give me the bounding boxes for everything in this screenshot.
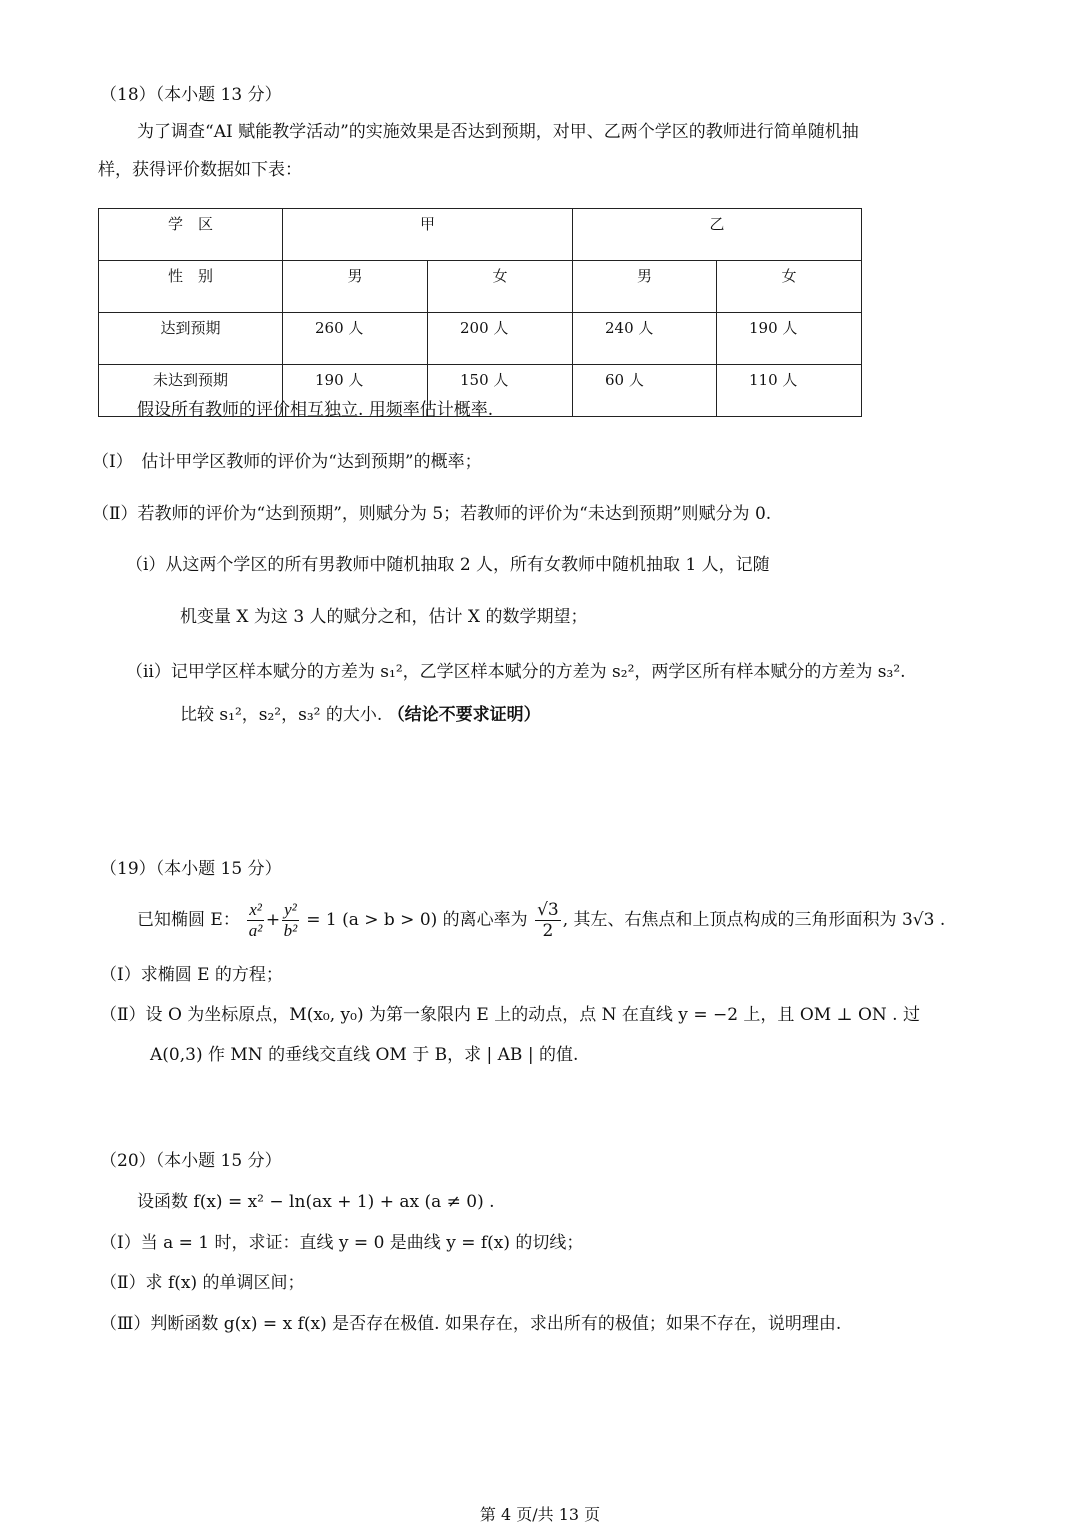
table-cell: 学 区 (99, 209, 283, 261)
numerator: √3 (537, 900, 559, 920)
q19-intro (137, 898, 945, 942)
table-row (99, 313, 862, 365)
table-row (99, 209, 862, 261)
table-cell: 性 别 (99, 261, 283, 313)
q18-intro: 为了调查“AI 赋能教学活动”的实施效果是否达到预期，对甲、乙两个学区的教师进行简单随机抽 (137, 122, 859, 142)
q18-part2i-cont: 机变量 X 为这 3 人的赋分之和，估计 X 的数学期望； (180, 607, 588, 627)
q18-assumption: 假设所有教师的评价相互独立. 用频率估计概率. (137, 400, 494, 420)
q18-part2ii: （ⅱ）记甲学区样本赋分的方差为 s₁²，乙学区样本赋分的方差为 s₂²，两学区所有样本赋分的方差为 s₃². (126, 662, 906, 682)
table-cell: 未达到预期 (99, 365, 283, 417)
q18-part2ii-cont (180, 704, 541, 726)
table-cell: 男 (573, 261, 717, 313)
q20-part2: （Ⅱ）求 f(x) 的单调区间； (100, 1273, 305, 1293)
q18-header: （18）（本小题 13 分） (100, 85, 282, 105)
q18-intro-cont: 样，获得评价数据如下表： (98, 160, 302, 180)
table-cell: 190 人 (283, 365, 428, 417)
fraction-sqrt3-2 (535, 900, 561, 941)
q19-header: （19）（本小题 15 分） (100, 859, 282, 879)
q18-part2i: （ⅰ）从这两个学区的所有男教师中随机抽取 2 人，所有女教师中随机抽取 1 人，记随 (126, 555, 770, 575)
q20-part1: （Ⅰ）当 a = 1 时，求证：直线 y = 0 是曲线 y = f(x) 的切线； (100, 1233, 584, 1253)
evaluation-table (98, 208, 862, 417)
q20-part3: （Ⅲ）判断函数 g(x) = x f(x) 是否存在极值. 如果存在，求出所有的极值；如果不存在，说明理由. (100, 1314, 842, 1334)
table-cell: 甲 (283, 209, 573, 261)
table-cell: 150 人 (428, 365, 573, 417)
q18-part2: （Ⅱ）若教师的评价为“达到预期”，则赋分为 5；若教师的评价为“未达到预期”则赋分为 0. (92, 504, 772, 524)
q19-part2-cont: A(0,3) 作 MN 的垂线交直线 OM 于 B，求 | AB | 的值. (150, 1045, 579, 1065)
q18-part2ii-text: 比较 s₁²，s₂²，s₃² 的大小. (180, 705, 388, 725)
page-footer: 第 4 页/共 13 页 (479, 1505, 601, 1524)
table-cell: 乙 (573, 209, 862, 261)
q19-part1: （Ⅰ）求椭圆 E 的方程； (100, 965, 283, 985)
denominator: b² (283, 921, 298, 940)
numerator: x² (249, 900, 262, 919)
denominator: 2 (542, 921, 554, 941)
q18-part2ii-note: （结论不要求证明） (387, 705, 541, 725)
q18-part1: （I） 估计甲学区教师的评价为“达到预期”的概率； (92, 452, 482, 472)
plus-sign: + (265, 910, 281, 930)
q19-part2: （Ⅱ）设 O 为坐标原点，M(x₀, y₀) 为第一象限内 E 上的动点，点 N 在直线 y = −2 上，且 OM ⊥ ON . 过 (100, 1005, 920, 1025)
table-cell: 200 人 (428, 313, 573, 365)
table-cell: 男 (283, 261, 428, 313)
table-cell: 240 人 (573, 313, 717, 365)
table-cell: 190 人 (717, 313, 862, 365)
fraction-y2-b2 (282, 900, 299, 941)
table-cell: 260 人 (283, 313, 428, 365)
q20-intro: 设函数 f(x) = x² − ln(ax + 1) + ax (a ≠ 0) . (137, 1192, 495, 1212)
table-cell: 达到预期 (99, 313, 283, 365)
q19-intro-post: , 其左、右焦点和上顶点构成的三角形面积为 3√3 . (562, 910, 946, 930)
table-cell: 女 (717, 261, 862, 313)
table-cell: 60 人 (573, 365, 717, 417)
fraction-x2-a2 (247, 900, 264, 941)
table-cell: 110 人 (717, 365, 862, 417)
numerator: y² (284, 900, 297, 919)
q19-intro-pre: 已知椭圆 E： (137, 910, 240, 930)
q19-intro-mid: = 1 (a > b > 0) 的离心率为 (306, 910, 528, 930)
q20-header: （20）（本小题 15 分） (100, 1151, 282, 1171)
denominator: a² (248, 921, 263, 940)
table-row (99, 261, 862, 313)
table-cell: 女 (428, 261, 573, 313)
